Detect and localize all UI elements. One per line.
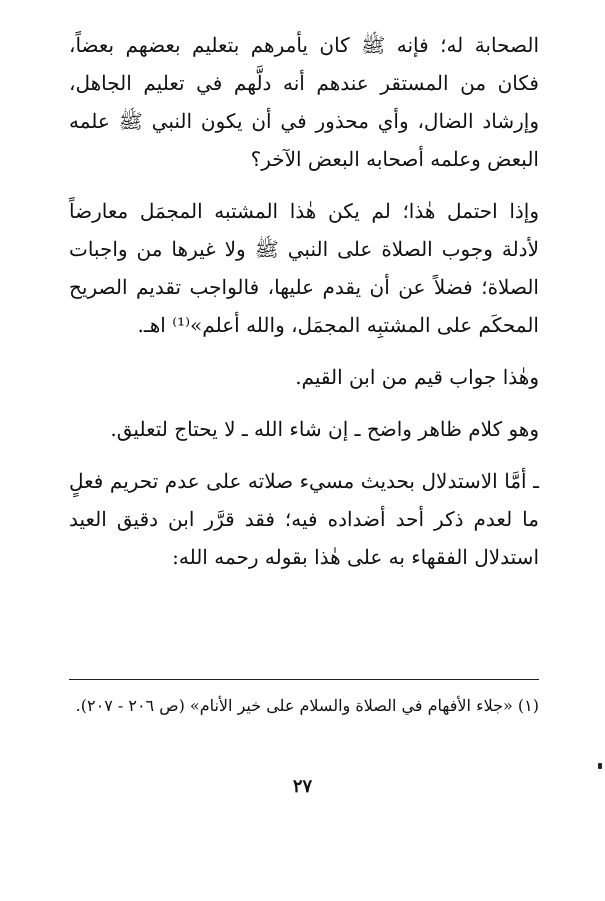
page-number: ٢٧ bbox=[292, 776, 313, 797]
paragraph-4: وهو كلام ظاهر واضح ـ إن شاء الله ـ لا يحتاج لتعليق. bbox=[110, 417, 539, 441]
scan-edge-mark bbox=[598, 763, 602, 769]
paragraph-1: الصحابة له؛ فإنه ﷺ كان يأمرهم بتعليم بعضهم بعضاً، فكان من المستقر عندهم أنه دلَّهم في تعليم الجاهل، وإرشاد الضال، وأي محذور في أن يكون النبي ﷺ علمه البعض وعلمه أصحابه البعض الآخر؟ bbox=[69, 33, 539, 171]
footnote-divider bbox=[69, 679, 539, 680]
footnote: (١) «جلاء الأفهام في الصلاة والسلام على خير الأنام» (ص ٢٠٦ - ٢٠٧). bbox=[75, 696, 539, 715]
main-text bbox=[69, 26, 539, 576]
paragraph-2: وإذا احتمل هٰذا؛ لم يكن هٰذا المشتبه المجمَل معارضاً لأدلة وجوب الصلاة على النبي ﷺ ولا غيرها من واجبات الصلاة؛ فضلاً عن أن يقدم عليها، فالواجب تقديم الصريح المحكَم على المشتبِه المجمَل، والله أعلم»⁽¹⁾ اهـ. bbox=[69, 199, 539, 337]
paragraph-3: وهٰذا جواب قيم من ابن القيم. bbox=[295, 365, 539, 389]
paragraph-5: ـ أمَّا الاستدلال بحديث مسيء صلاته على عدم تحريم فعلٍ ما لعدم ذكر أحد أضداده فيه؛ فقد قرَّر ابن دقيق العيد استدلال الفقهاء به على هٰذا بقوله رحمه الله: bbox=[69, 469, 539, 569]
